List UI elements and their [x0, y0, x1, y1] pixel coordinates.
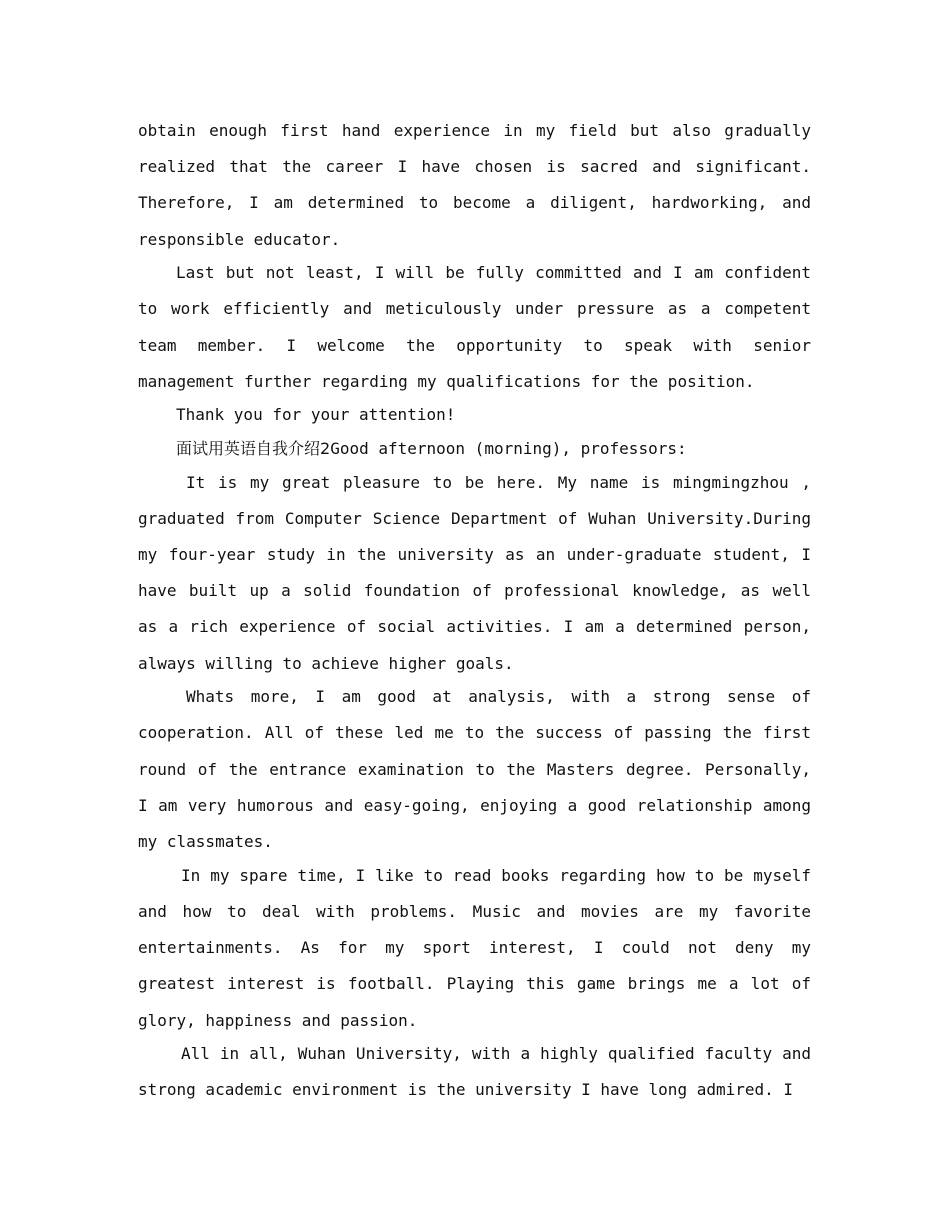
section-heading-greeting: Good afternoon (morning), professors: — [330, 439, 687, 459]
paragraph-commitment: Last but not least, I will be fully committed and I am confident to work efficiently and meticulously under pressure as a competent team member. I welcome the opportunity to speak with senior management further regarding my qualifications for the position. — [138, 263, 811, 391]
paragraph-conclusion: All in all, Wuhan University, with a highly qualified faculty and strong academic environment is the university I have long admired. I — [138, 1044, 811, 1100]
document-body — [138, 113, 811, 1106]
section-heading-cjk: 面试用英语自我介绍2 — [176, 439, 331, 459]
paragraph-hobbies: In my spare time, I like to read books regarding how to be myself and how to deal with problems. Music and movies are my favorite entertainments. As for my sport interest, I could not deny my greatest interest is football. Playing this game brings me a lot of glory, happiness and passion. — [138, 865, 811, 1030]
paragraph-strengths: Whats more, I am good at analysis, with a strong sense of cooperation. All of these led me to the success of passing the first round of the entrance examination to the Masters degree. Personally, I am very humorous and easy-going, enjoying a good relationship among my classmates. — [138, 687, 811, 852]
section-heading — [138, 431, 811, 467]
paragraph-thanks: Thank you for your attention! — [176, 405, 456, 425]
paragraph-introduction: It is my great pleasure to be here. My name is mingmingzhou , graduated from Computer Science Department of Wuhan University.During my four-year study in the university as an under-graduate student, I have built up a solid foundation of professional knowledge, as well as a rich experience of social activities. I am a determined person, always willing to achieve higher goals. — [138, 472, 811, 673]
paragraph-career-realization: obtain enough first hand experience in my field but also gradually realized that the career I have chosen is sacred and significant. Therefore, I am determined to become a diligent, hardworking, and responsible educator. — [138, 121, 811, 249]
